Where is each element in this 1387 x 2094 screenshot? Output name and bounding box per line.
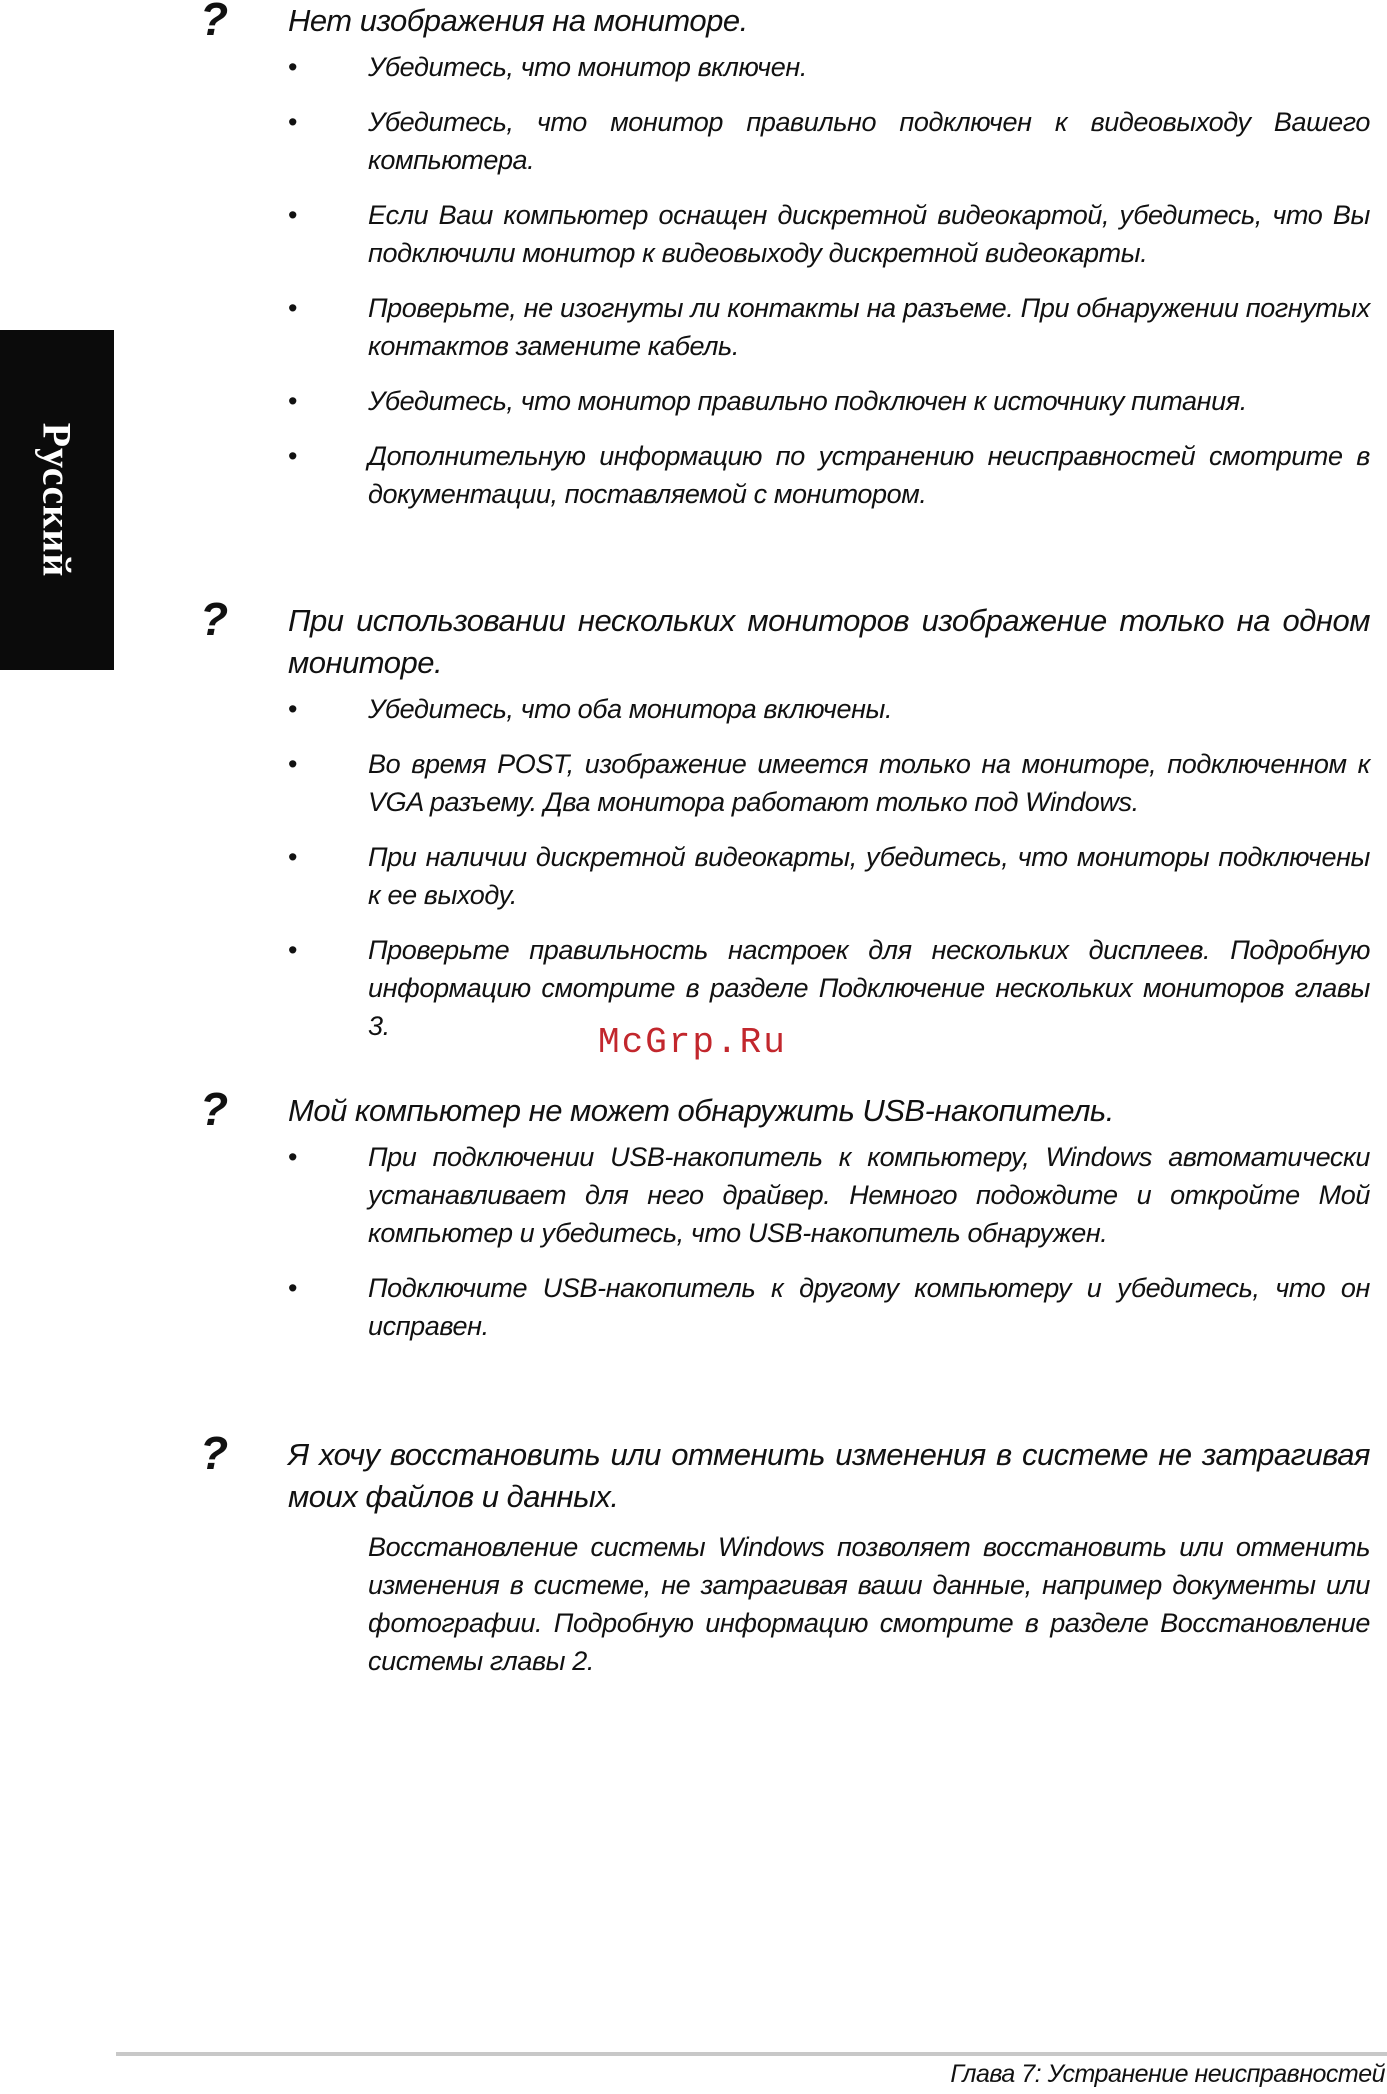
language-tab <box>0 330 114 670</box>
list-item: • Подключите USB-накопитель к другому компьютеру и убедитесь, что он исправен. <box>200 1269 1370 1345</box>
question-mark-icon: ? <box>200 1427 229 1479</box>
bullet-icon: • <box>288 842 298 872</box>
faq-section-usb <box>200 1083 1370 1362</box>
list-item: • Если Ваш компьютер оснащен дискретной видеокартой, убедитесь, что Вы подключили монитор к видеовыходу дискретной видеокарты. <box>200 196 1370 272</box>
answer-paragraph: Восстановление системы Windows позволяет восстановить или отменить изменения в системе, не затрагивая ваши данные, например документы или фотографии. Подробную информацию смотрите в разделе Восстановление системы главы 2. <box>368 1532 1370 1676</box>
footer-divider <box>116 2052 1387 2056</box>
list-item: • Проверьте, не изогнуты ли контакты на разъеме. При обнаружении погнутых контактов замените кабель. <box>200 289 1370 365</box>
bullet-icon: • <box>288 52 298 82</box>
list-item: • Дополнительную информацию по устранению неисправностей смотрите в документации, поставляемой с монитором. <box>200 437 1370 513</box>
faq-section-multiple-monitors <box>200 593 1370 1062</box>
language-tab-label: Русский <box>34 422 80 578</box>
bullet-icon: • <box>288 107 298 137</box>
bullet-icon: • <box>288 293 298 323</box>
question-title: Мой компьютер не может обнаружить USB-накопитель. <box>288 1093 1114 1128</box>
list-item: • Во время POST, изображение имеется только на мониторе, подключенном к VGA разъему. Два монитора работают только под Windows. <box>200 745 1370 821</box>
question-mark-icon: ? <box>200 1083 229 1135</box>
answer-list <box>200 48 1370 513</box>
bullet-icon: • <box>288 694 298 724</box>
list-item: • Проверьте правильность настроек для нескольких дисплеев. Подробную информацию смотрите в разделе Подключение нескольких мониторов главы 3. <box>200 931 1370 1045</box>
question-mark-icon: ? <box>200 0 229 45</box>
question-title: Я хочу восстановить или отменить изменения в системе не затрагивая моих файлов и данных. <box>288 1437 1370 1514</box>
bullet-icon: • <box>288 749 298 779</box>
bullet-icon: • <box>288 1273 298 1303</box>
watermark: McGrp.Ru <box>598 1022 787 1063</box>
answer-list <box>200 1138 1370 1345</box>
bullet-icon: • <box>288 386 298 416</box>
bullet-icon: • <box>288 200 298 230</box>
list-item: • При подключении USB-накопитель к компьютеру, Windows автоматически устанавливает для него драйвер. Немного подождите и откройте Мой компьютер и убедитесь, что USB-накопитель обнаружен. <box>200 1138 1370 1252</box>
list-item: • При наличии дискретной видеокарты, убедитесь, что мониторы подключены к ее выходу. <box>200 838 1370 914</box>
list-item: • Убедитесь, что монитор правильно подключен к источнику питания. <box>200 382 1370 420</box>
faq-section-no-image <box>200 0 1370 530</box>
footer-chapter-title: Глава 7: Устранение неисправностей <box>950 2060 1385 2088</box>
answer-list <box>200 690 1370 1045</box>
bullet-icon: • <box>288 441 298 471</box>
question-mark-icon: ? <box>200 593 229 645</box>
question-title: При использовании нескольких мониторов изображение только на одном мониторе. <box>288 603 1370 680</box>
question-title: Нет изображения на мониторе. <box>288 3 748 38</box>
list-item: • Убедитесь, что оба монитора включены. <box>200 690 1370 728</box>
faq-section-system-restore <box>200 1427 1370 1680</box>
list-item: • Убедитесь, что монитор включен. <box>200 48 1370 86</box>
list-item: • Убедитесь, что монитор правильно подключен к видеовыходу Вашего компьютера. <box>200 103 1370 179</box>
bullet-icon: • <box>288 1142 298 1172</box>
bullet-icon: • <box>288 935 298 965</box>
